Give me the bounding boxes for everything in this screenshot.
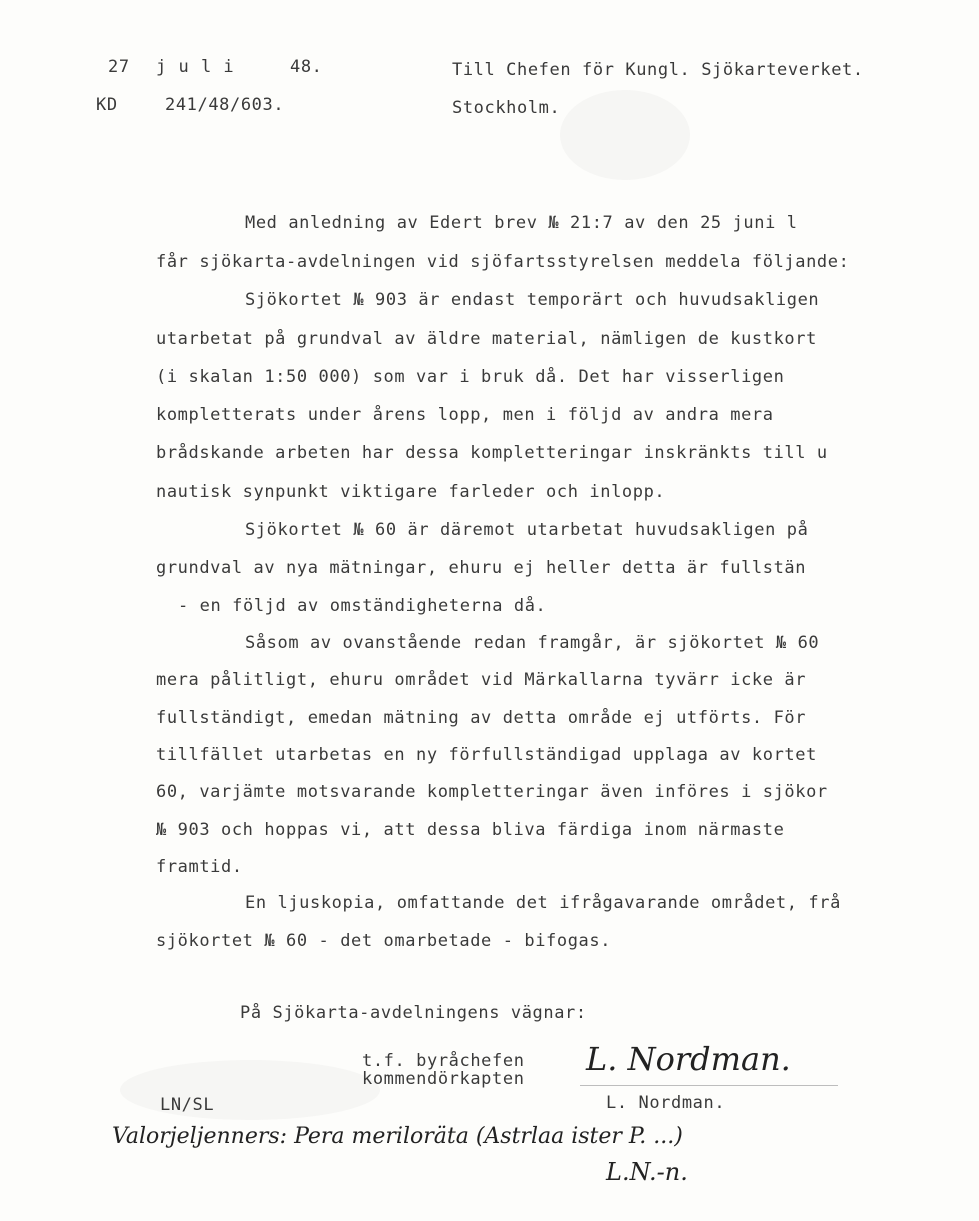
body-line: sjökortet № 60 - det omarbetade - bifogas. [156,931,612,951]
handwritten-initials: L.N.-n. [606,1158,688,1186]
date-year: 48. [290,57,323,77]
body-line: Sjökortet № 60 är däremot utarbetat huvudsakligen på [245,520,809,540]
body-line: fullständigt, emedan mätning av detta område ej utförts. För [156,708,807,728]
body-line: grundval av nya mätningar, ehuru ej heller detta är fullstän [156,558,807,578]
body-line: - en följd av omständigheterna då. [178,596,547,616]
body-line: får sjökarta-avdelningen vid sjöfartsstyrelsen meddela följande: [156,252,850,272]
signature-line [580,1085,838,1086]
body-line: mera pålitligt, ehuru området vid Märkallarna tyvärr icke är [156,670,807,690]
handwritten-signature: L. Nordman. [586,1040,791,1078]
signer-title-1: t.f. byråchefen [362,1051,525,1071]
recipient-line-2: Stockholm. [452,98,561,118]
body-line: Sjökortet № 903 är endast temporärt och huvudsakligen [245,290,820,310]
body-line: utarbetat på grundval av äldre material, nämligen de kustkort [156,329,817,349]
body-line: En ljuskopia, omfattande det ifrågavarande området, frå [245,893,841,913]
body-line: 60, varjämte motsvarande kompletteringar även införes i sjökor [156,782,828,802]
signer-name: L. Nordman. [606,1093,726,1113]
reference-number: 241/48/603. [165,95,285,115]
typist-initials: LN/SL [160,1095,215,1115]
body-line: framtid. [156,857,243,877]
signer-title-2: kommendörkapten [362,1069,525,1089]
body-line: tillfället utarbetas en ny förfullständigad upplaga av kortet [156,745,817,765]
scan-smudge [560,90,690,180]
on-behalf-line: På Sjökarta-avdelningens vägnar: [240,1003,587,1023]
body-line: Med anledning av Edert brev № 21:7 av den 25 juni l [245,213,798,233]
scan-smudge [120,1060,380,1120]
body-line: kompletterats under årens lopp, men i följd av andra mera [156,405,774,425]
body-line: № 903 och hoppas vi, att dessa bliva färdiga inom närmaste [156,820,785,840]
handwritten-note: Valorjeljenners: Pera meriloräta (Astrlaa ister P. ...) [112,1124,683,1149]
body-line: (i skalan 1:50 000) som var i bruk då. Det har visserligen [156,367,785,387]
date-month: j u l i [156,57,235,77]
body-line: brådskande arbeten har dessa kompletteringar inskränkts till u [156,443,828,463]
recipient-line-1: Till Chefen för Kungl. Sjökarteverket. [452,60,864,80]
body-line: Såsom av ovanstående redan framgår, är sjökortet № 60 [245,633,820,653]
date-day: 27 [108,57,130,77]
reference-prefix: KD [96,95,118,115]
body-line: nautisk synpunkt viktigare farleder och inlopp. [156,482,666,502]
